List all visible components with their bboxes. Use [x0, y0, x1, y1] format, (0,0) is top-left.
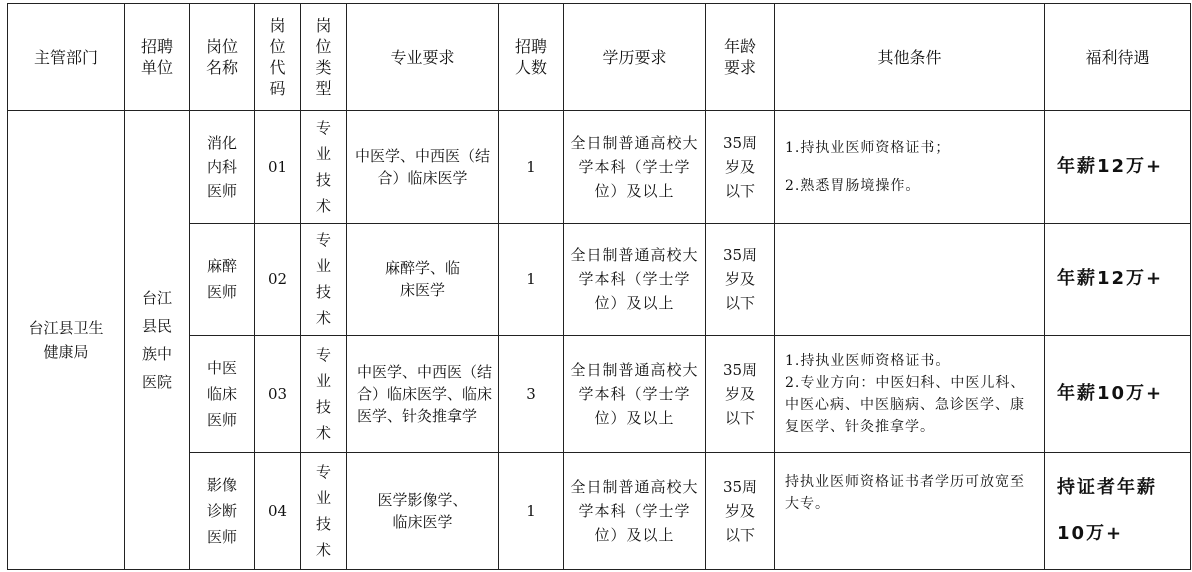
- header-education: 学历要求: [564, 4, 706, 111]
- post-name-cell: 影像诊断医师: [190, 452, 255, 569]
- header-major: 专业要求: [347, 4, 499, 111]
- post-name-cell: 麻醉医师: [190, 223, 255, 335]
- major-cell: 中医学、中西医（结合）临床医学、临床医学、针灸推拿学: [347, 336, 499, 452]
- major-cell: 麻醉学、临床医学: [347, 223, 499, 335]
- count-cell: 3: [499, 336, 564, 452]
- header-age: 年龄要求: [706, 4, 775, 111]
- benefit-cell: 年薪12万+: [1045, 111, 1191, 223]
- count-cell: 1: [499, 223, 564, 335]
- header-count: 招聘人数: [499, 4, 564, 111]
- header-other: 其他条件: [775, 4, 1045, 111]
- table-row: [8, 111, 1191, 223]
- post-type-cell: 专业技术: [301, 111, 347, 223]
- education-cell: 全日制普通高校大学本科（学士学位）及以上: [564, 223, 706, 335]
- other-cell: 持执业医师资格证书者学历可放宽至大专。: [775, 452, 1045, 569]
- other-cell: 1.持执业医师资格证书。 2.专业方向：中医妇科、中医儿科、中医心病、中医脑病、急诊医学、康复医学、针灸推拿学。: [775, 336, 1045, 452]
- other-cell: [775, 223, 1045, 335]
- header-dept: 主管部门: [8, 4, 125, 111]
- benefit-cell: 年薪10万+: [1045, 336, 1191, 452]
- header-post-name: 岗位名称: [190, 4, 255, 111]
- unit-cell: 台江县民族中医院: [125, 111, 190, 570]
- age-cell: 35周岁及以下: [706, 336, 775, 452]
- count-cell: 1: [499, 111, 564, 223]
- age-cell: 35周岁及以下: [706, 223, 775, 335]
- education-cell: 全日制普通高校大学本科（学士学位）及以上: [564, 452, 706, 569]
- age-cell: 35周岁及以下: [706, 452, 775, 569]
- header-post-type: 岗位类型: [301, 4, 347, 111]
- post-code-cell: 04: [255, 452, 301, 569]
- header-row: [8, 4, 1191, 111]
- education-cell: 全日制普通高校大学本科（学士学位）及以上: [564, 336, 706, 452]
- post-type-cell: 专业技术: [301, 223, 347, 335]
- other-cell: 1.持执业医师资格证书； 2.熟悉胃肠境操作。: [775, 111, 1045, 223]
- age-cell: 35周岁及以下: [706, 111, 775, 223]
- post-type-cell: 专业技术: [301, 336, 347, 452]
- recruitment-table: [7, 3, 1191, 570]
- post-name-cell: 消化内科医师: [190, 111, 255, 223]
- benefit-cell: 年薪12万+: [1045, 223, 1191, 335]
- header-benefit: 福利待遇: [1045, 4, 1191, 111]
- benefit-cell: 持证者年薪10万+: [1045, 452, 1191, 569]
- dept-cell: 台江县卫生健康局: [8, 111, 125, 570]
- post-code-cell: 01: [255, 111, 301, 223]
- post-name-cell: 中医临床医师: [190, 336, 255, 452]
- post-code-cell: 03: [255, 336, 301, 452]
- post-code-cell: 02: [255, 223, 301, 335]
- education-cell: 全日制普通高校大学本科（学士学位）及以上: [564, 111, 706, 223]
- major-cell: 中医学、中西医（结合）临床医学: [347, 111, 499, 223]
- count-cell: 1: [499, 452, 564, 569]
- post-type-cell: 专业技术: [301, 452, 347, 569]
- header-unit: 招聘单位: [125, 4, 190, 111]
- header-post-code: 岗位代码: [255, 4, 301, 111]
- major-cell: 医学影像学、临床医学: [347, 452, 499, 569]
